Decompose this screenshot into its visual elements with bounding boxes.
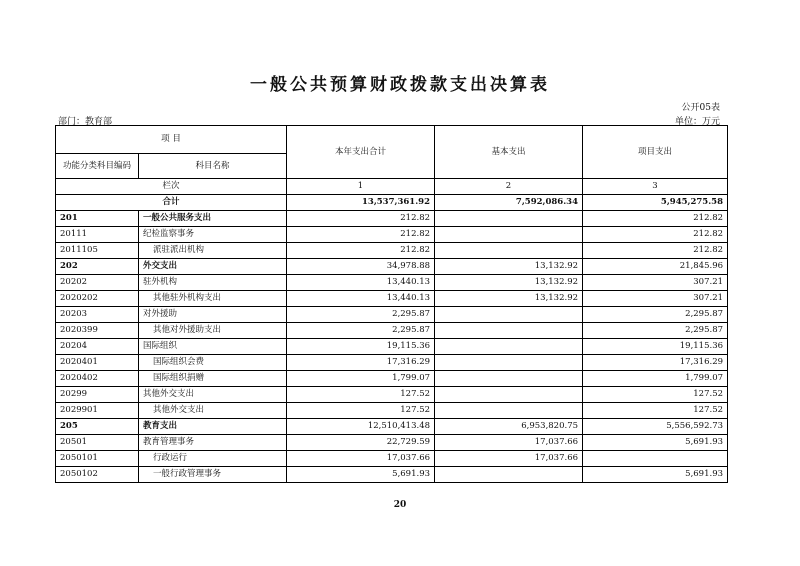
document-title: 一般公共预算财政拨款支出决算表 [250, 75, 550, 95]
table-row [56, 467, 728, 483]
row-name: 国际组织 [139, 339, 287, 355]
row-name: 外交支出 [139, 259, 287, 275]
table-row [56, 387, 728, 403]
row-code: 20111 [56, 227, 139, 243]
row-code: 2020402 [56, 371, 139, 387]
row-project: 212.82 [583, 227, 728, 243]
row-name: 教育支出 [139, 419, 287, 435]
row-project: 307.21 [583, 275, 728, 291]
row-project: 1,799.07 [583, 371, 728, 387]
row-project: 307.21 [583, 291, 728, 307]
row-name: 行政运行 [139, 451, 287, 467]
row-code: 201 [56, 211, 139, 227]
row-code: 2029901 [56, 403, 139, 419]
row-code: 20203 [56, 307, 139, 323]
row-basic [435, 467, 583, 483]
row-name: 国际组织会费 [139, 355, 287, 371]
row-project: 5,556,592.73 [583, 419, 728, 435]
table-row [56, 227, 728, 243]
total-project: 5,945,275.58 [583, 195, 728, 211]
row-name: 驻外机构 [139, 275, 287, 291]
total-label: 合计 [56, 195, 287, 211]
row-code: 2020401 [56, 355, 139, 371]
table-row [56, 259, 728, 275]
row-name: 其他外交支出 [139, 387, 287, 403]
table-row [56, 307, 728, 323]
row-total: 2,295.87 [287, 323, 435, 339]
page-number: 20 [393, 500, 407, 510]
row-total: 1,799.07 [287, 371, 435, 387]
row-total: 5,691.93 [287, 467, 435, 483]
column-index-3: 3 [583, 179, 728, 195]
table-row [56, 435, 728, 451]
row-project: 21,845.96 [583, 259, 728, 275]
header-total: 本年支出合计 [287, 126, 435, 179]
row-total: 22,729.59 [287, 435, 435, 451]
row-code: 2050101 [56, 451, 139, 467]
column-index-2: 2 [435, 179, 583, 195]
row-basic [435, 211, 583, 227]
column-index-1: 1 [287, 179, 435, 195]
row-name: 纪检监察事务 [139, 227, 287, 243]
row-code: 205 [56, 419, 139, 435]
unit-label: 单位：万元 [674, 117, 720, 127]
header-item-group: 项 目 [56, 126, 287, 154]
table-row [56, 243, 728, 259]
row-basic [435, 371, 583, 387]
table-row [56, 339, 728, 355]
table-row [56, 275, 728, 291]
row-name: 一般公共服务支出 [139, 211, 287, 227]
row-code: 2020399 [56, 323, 139, 339]
table-row [56, 323, 728, 339]
table-row [56, 403, 728, 419]
row-code: 20501 [56, 435, 139, 451]
header-name: 科目名称 [139, 154, 287, 179]
row-basic: 13,132.92 [435, 291, 583, 307]
row-basic [435, 243, 583, 259]
row-basic [435, 403, 583, 419]
row-name: 其他驻外机构支出 [139, 291, 287, 307]
row-project: 5,691.93 [583, 467, 728, 483]
row-basic [435, 323, 583, 339]
row-name: 派驻派出机构 [139, 243, 287, 259]
row-code: 2011105 [56, 243, 139, 259]
row-project: 212.82 [583, 243, 728, 259]
row-basic: 13,132.92 [435, 259, 583, 275]
table-row [56, 211, 728, 227]
row-total: 17,316.29 [287, 355, 435, 371]
row-project: 212.82 [583, 211, 728, 227]
row-project: 2,295.87 [583, 307, 728, 323]
header-code: 功能分类科目编码 [56, 154, 139, 179]
expenditure-table [55, 125, 728, 483]
row-code: 20202 [56, 275, 139, 291]
row-basic: 6,953,820.75 [435, 419, 583, 435]
header-project: 项目支出 [583, 126, 728, 179]
row-name: 其他对外援助支出 [139, 323, 287, 339]
row-basic [435, 227, 583, 243]
row-basic: 17,037.66 [435, 451, 583, 467]
total-row [56, 195, 728, 211]
row-basic [435, 307, 583, 323]
row-total: 13,440.13 [287, 275, 435, 291]
row-basic [435, 339, 583, 355]
row-code: 2020202 [56, 291, 139, 307]
row-total: 2,295.87 [287, 307, 435, 323]
row-basic: 13,132.92 [435, 275, 583, 291]
row-project: 17,316.29 [583, 355, 728, 371]
row-name: 教育管理事务 [139, 435, 287, 451]
row-name: 一般行政管理事务 [139, 467, 287, 483]
row-total: 127.52 [287, 403, 435, 419]
row-total: 17,037.66 [287, 451, 435, 467]
form-number: 公开05表 [681, 103, 720, 113]
row-project: 127.52 [583, 387, 728, 403]
total-basic: 7,592,086.34 [435, 195, 583, 211]
row-project: 2,295.87 [583, 323, 728, 339]
row-total: 12,510,413.48 [287, 419, 435, 435]
row-name: 国际组织捐赠 [139, 371, 287, 387]
table-row [56, 355, 728, 371]
row-total: 34,978.88 [287, 259, 435, 275]
row-name: 其他外交支出 [139, 403, 287, 419]
row-basic: 17,037.66 [435, 435, 583, 451]
table-row [56, 371, 728, 387]
row-total: 212.82 [287, 211, 435, 227]
row-project [583, 451, 728, 467]
header-basic: 基本支出 [435, 126, 583, 179]
table-row [56, 419, 728, 435]
row-project: 127.52 [583, 403, 728, 419]
column-index-label: 栏次 [56, 179, 287, 195]
row-total: 19,115.36 [287, 339, 435, 355]
row-total: 212.82 [287, 243, 435, 259]
department-label: 部门：教育部 [58, 117, 113, 127]
row-project: 19,115.36 [583, 339, 728, 355]
row-basic [435, 387, 583, 403]
row-code: 20299 [56, 387, 139, 403]
row-total: 127.52 [287, 387, 435, 403]
row-total: 13,440.13 [287, 291, 435, 307]
row-project: 5,691.93 [583, 435, 728, 451]
table-row [56, 291, 728, 307]
row-basic [435, 355, 583, 371]
row-name: 对外援助 [139, 307, 287, 323]
total-amount: 13,537,361.92 [287, 195, 435, 211]
row-code: 2050102 [56, 467, 139, 483]
row-code: 202 [56, 259, 139, 275]
table-row [56, 451, 728, 467]
row-total: 212.82 [287, 227, 435, 243]
row-code: 20204 [56, 339, 139, 355]
